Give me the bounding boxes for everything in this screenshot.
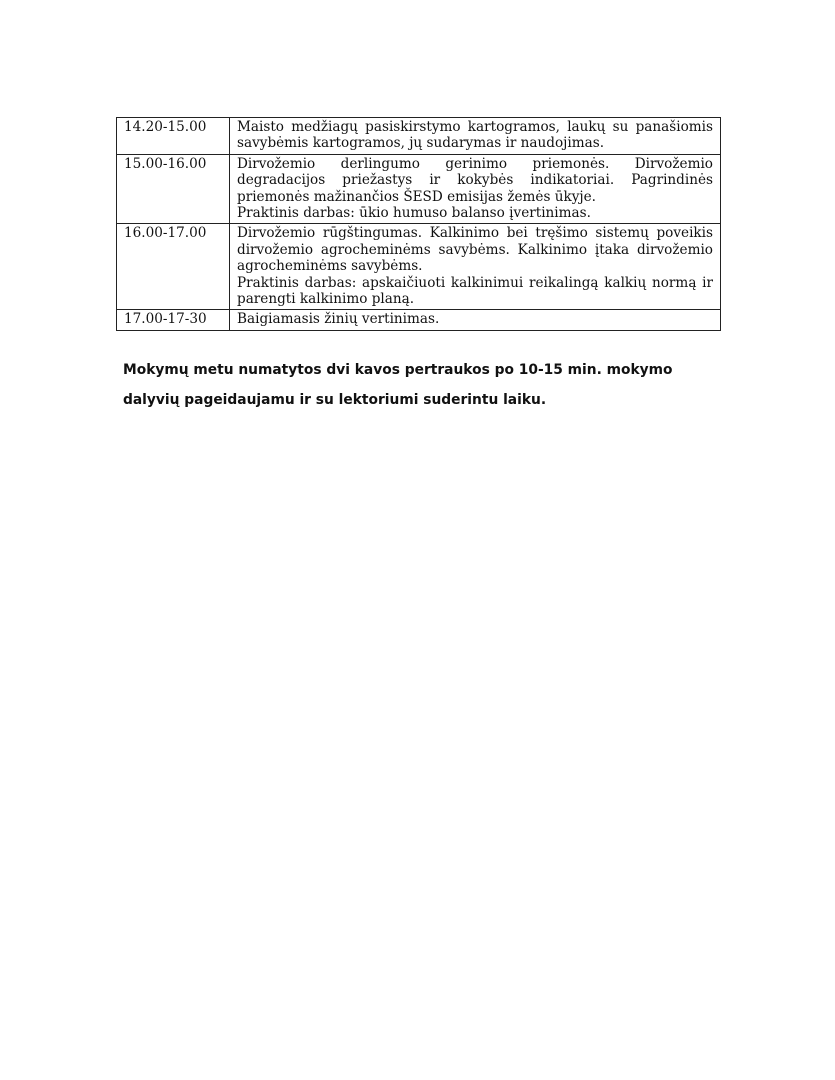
description-text: Baigiamasis žinių vertinimas.: [237, 311, 440, 328]
schedule-table: [116, 117, 721, 331]
time-cell: 14.20-15.00: [117, 118, 230, 155]
description-cell: [230, 118, 721, 155]
time-cell: 15.00-16.00: [117, 154, 230, 224]
table-row: [117, 310, 721, 330]
time-cell: 16.00-17.00: [117, 224, 230, 310]
description-text: Dirvožemio rūgštingumas. Kalkinimo bei tręšimo sistemų poveikis dirvožemio agrocheminėms savybėms. Kalkinimo įtaka dirvožemio agrocheminėms savybėms.: [237, 225, 713, 275]
description-text: Dirvožemio derlingumo gerinimo priemonės. Dirvožemio degradacijos priežastys ir kokybės indikatoriai. Pagrindinės priemonės mažinančios ŠESD emisijas žemės ūkyje.: [237, 155, 713, 205]
table-row: [117, 118, 721, 155]
description-cell: [230, 310, 721, 330]
description-cell: [230, 154, 721, 224]
time-cell: 17.00-17-30: [117, 310, 230, 330]
practical-work-text: Praktinis darbas: ūkio humuso balanso įvertinimas.: [237, 205, 591, 222]
description-cell: [230, 224, 721, 310]
table-row: [117, 224, 721, 310]
note-line: Mokymų metu numatytos dvi kavos pertraukos po 10-15 min. mokymo: [123, 362, 673, 378]
coffee-break-note: [123, 355, 723, 415]
note-line: dalyvių pageidaujamu ir su lektoriumi suderintu laiku.: [123, 392, 547, 408]
table-row: [117, 154, 721, 224]
description-text: Maisto medžiagų pasiskirstymo kartogramos, laukų su panašiomis savybėmis kartogramos, jų sudarymas ir naudojimas.: [237, 119, 713, 152]
practical-work-text: Praktinis darbas: apskaičiuoti kalkinimui reikalingą kalkių normą ir parengti kalkinimo planą.: [237, 274, 713, 308]
